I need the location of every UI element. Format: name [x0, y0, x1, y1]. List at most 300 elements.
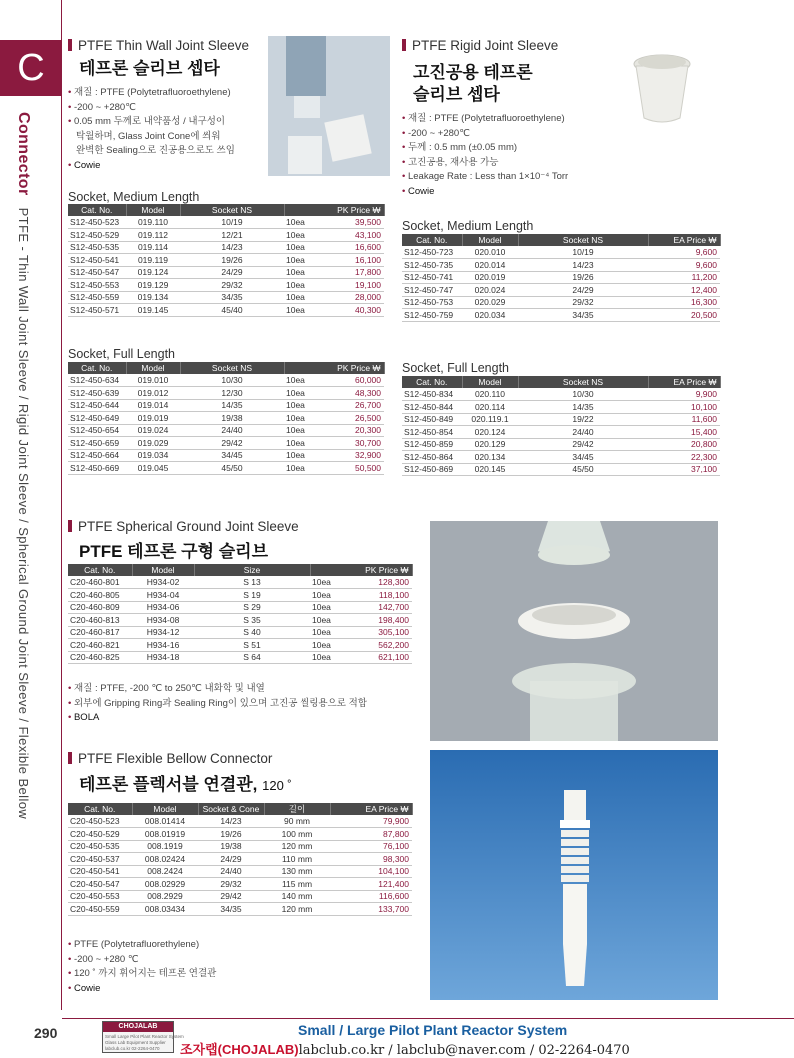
table-cell: 11,200: [648, 271, 720, 284]
table-cell: 008.03434: [132, 903, 198, 916]
table-row: [402, 413, 720, 426]
spec-item: • Leakage Rate : Less than 1×10⁻⁴ Torr: [402, 170, 568, 185]
table-cell: S12-450-523: [68, 216, 126, 229]
table-cell: 116,600: [330, 890, 412, 903]
table-cell: 10ea: [284, 424, 316, 437]
table-cell: 24/40: [518, 426, 648, 439]
table-cell: 24/29: [198, 853, 264, 866]
table-cell: 10ea: [310, 601, 340, 614]
table-cell: S12-450-649: [68, 412, 126, 425]
table-row: [402, 271, 720, 284]
spherical-photo: [430, 521, 718, 741]
table-cell: 9,900: [648, 388, 720, 401]
table-cell: S12-450-541: [68, 254, 126, 267]
table-cell: C20-450-553: [68, 890, 132, 903]
table-cell: 019.114: [126, 241, 180, 254]
spec-item: • 120 ˚ 까지 휘어지는 테프론 연결관: [68, 967, 216, 982]
table-header-row: [68, 564, 412, 576]
table-cell: S 35: [194, 614, 310, 627]
table-row: [68, 304, 384, 317]
table-cell: 020.145: [462, 463, 518, 476]
table-cell: 019.012: [126, 387, 180, 400]
bellow-table: [68, 803, 413, 916]
table-cell: 10ea: [310, 639, 340, 652]
rigid-sleeve-image: [600, 38, 720, 130]
table-cell: 50,500: [316, 462, 384, 475]
table-cell: S 29: [194, 601, 310, 614]
rigid-heading-ko-2: 슬리브 셉타: [413, 85, 500, 104]
table-cell: 10ea: [284, 291, 316, 304]
table-cell: 142,700: [340, 601, 412, 614]
table-cell: S 64: [194, 651, 310, 664]
table-cell: 10ea: [284, 449, 316, 462]
table-cell: 008.1919: [132, 840, 198, 853]
rigid-specs: [402, 112, 568, 199]
table-row: [68, 387, 384, 400]
table-cell: 10ea: [284, 279, 316, 292]
table-cell: H934-18: [132, 651, 194, 664]
table-row: [68, 815, 412, 828]
rigid-full-table: [402, 376, 721, 476]
table-cell: 10ea: [284, 216, 316, 229]
table-cell: H934-06: [132, 601, 194, 614]
table-cell: 14/23: [198, 815, 264, 828]
table-cell: 020.010: [462, 246, 518, 259]
table-cell: 26,500: [316, 412, 384, 425]
bellow-connector-image: [430, 750, 718, 1000]
table-row: [68, 279, 384, 292]
table-row: [402, 451, 720, 464]
table-cell: 10ea: [284, 412, 316, 425]
column-header: Model: [132, 803, 198, 815]
footer-contact: [180, 1039, 630, 1058]
table-cell: 020.019: [462, 271, 518, 284]
table-cell: S12-450-535: [68, 241, 126, 254]
table-cell: 10ea: [284, 241, 316, 254]
table-cell: 008.2424: [132, 865, 198, 878]
table-cell: S12-450-571: [68, 304, 126, 317]
column-header: Socket NS: [518, 234, 648, 246]
table-header-row: [402, 376, 720, 388]
maker-label: • Cowie: [68, 982, 216, 997]
table-cell: 98,300: [330, 853, 412, 866]
table-row: [68, 626, 412, 639]
footer-contact-text: labclub.co.kr / labclub@naver.com / 02-2264-0470: [298, 1043, 630, 1058]
column-header: Model: [462, 234, 518, 246]
column-header: Cat. No.: [402, 234, 462, 246]
spherical-heading-ko: PTFE 테프론 구형 슬리브: [79, 542, 268, 561]
spec-item: • -200 ~ +280℃: [68, 101, 235, 116]
table-cell: 020.129: [462, 438, 518, 451]
logo-fine-print: Glass Lab Equipment Supplier: [105, 1040, 166, 1045]
table-cell: C20-450-537: [68, 853, 132, 866]
table-row: [402, 426, 720, 439]
spec-item: • PTFE (Polytetrafluorethylene): [68, 938, 216, 953]
table-cell: 76,100: [330, 840, 412, 853]
table-cell: S 51: [194, 639, 310, 652]
column-header: Cat. No.: [68, 362, 126, 374]
column-header: Socket & Cone: [198, 803, 264, 815]
table-row: [68, 437, 384, 450]
table-cell: 305,100: [340, 626, 412, 639]
table-cell: 019.112: [126, 229, 180, 242]
table-cell: 48,300: [316, 387, 384, 400]
table-row: [68, 639, 412, 652]
table-cell: 87,800: [330, 828, 412, 841]
column-header: Size: [194, 564, 310, 576]
spec-item: 완벽한 Sealing으로 진공용으로도 쓰임: [76, 145, 235, 156]
table-cell: 19/38: [180, 412, 284, 425]
table-cell: 20,500: [648, 309, 720, 322]
table-cell: 020.124: [462, 426, 518, 439]
table-cell: S12-450-753: [402, 296, 462, 309]
table-cell: 34/45: [518, 451, 648, 464]
table-cell: C20-460-801: [68, 576, 132, 589]
spherical-table: [68, 564, 413, 664]
table-cell: 12,400: [648, 284, 720, 297]
table-cell: 26,700: [316, 399, 384, 412]
table-cell: 19,100: [316, 279, 384, 292]
thin-wall-specs: [68, 86, 235, 173]
table-row: [402, 296, 720, 309]
table-cell: 128,300: [340, 576, 412, 589]
table-row: [68, 266, 384, 279]
table-cell: C20-460-805: [68, 589, 132, 602]
table-cell: 10ea: [310, 576, 340, 589]
table-cell: 45/50: [180, 462, 284, 475]
table-cell: 19/38: [198, 840, 264, 853]
table-cell: 79,900: [330, 815, 412, 828]
column-header: PK Price ₩: [284, 204, 384, 216]
thin-wall-sleeve-image: [268, 36, 390, 176]
table-cell: S12-450-741: [402, 271, 462, 284]
table-cell: 020.014: [462, 259, 518, 272]
table-cell: C20-450-547: [68, 878, 132, 891]
spherical-heading: PTFE Spherical Ground Joint Sleeve: [68, 519, 299, 534]
table-cell: 110 mm: [264, 853, 330, 866]
table-cell: 29/42: [198, 890, 264, 903]
table-cell: 621,100: [340, 651, 412, 664]
company-logo: [102, 1021, 184, 1053]
table-cell: S12-450-559: [68, 291, 126, 304]
table-cell: 37,100: [648, 463, 720, 476]
table-cell: 10ea: [310, 651, 340, 664]
table-cell: 90 mm: [264, 815, 330, 828]
table-cell: 20,300: [316, 424, 384, 437]
table-cell: 115 mm: [264, 878, 330, 891]
page-number: 290: [34, 1025, 58, 1041]
bellow-photo: [430, 750, 718, 1000]
table-row: [68, 903, 412, 916]
table-cell: S12-450-659: [68, 437, 126, 450]
table-cell: 9,600: [648, 246, 720, 259]
thin-wall-heading-ko: 테프론 슬리브 셉타: [79, 59, 220, 78]
bellow-heading: PTFE Flexible Bellow Connector: [68, 751, 272, 766]
table-cell: 34/45: [180, 449, 284, 462]
table-cell: 15,400: [648, 426, 720, 439]
table-cell: S12-450-869: [402, 463, 462, 476]
table-cell: S 19: [194, 589, 310, 602]
table-row: [68, 614, 412, 627]
table-title: Socket, Medium Length: [68, 190, 200, 204]
table-cell: H934-02: [132, 576, 194, 589]
table-cell: 019.045: [126, 462, 180, 475]
table-row: [68, 890, 412, 903]
table-cell: C20-450-559: [68, 903, 132, 916]
table-cell: 10ea: [284, 374, 316, 387]
spec-item: • 두께 : 0.5 mm (±0.05 mm): [402, 141, 568, 156]
table-cell: S12-450-639: [68, 387, 126, 400]
table-cell: 19/26: [180, 254, 284, 267]
table-row: [68, 589, 412, 602]
table-cell: 120 mm: [264, 903, 330, 916]
table-cell: 11,600: [648, 413, 720, 426]
table-cell: 019.034: [126, 449, 180, 462]
table-cell: 22,300: [648, 451, 720, 464]
table-cell: C20-460-813: [68, 614, 132, 627]
logo-text: CHOJALAB: [103, 1022, 173, 1032]
thin-wall-heading: PTFE Thin Wall Joint Sleeve: [68, 38, 249, 53]
table-cell: 019.129: [126, 279, 180, 292]
table-row: [68, 651, 412, 664]
table-row: [68, 216, 384, 229]
table-row: [68, 254, 384, 267]
sidebar-divider: [61, 0, 62, 1010]
table-cell: 008.2929: [132, 890, 198, 903]
table-cell: S12-450-844: [402, 401, 462, 414]
maker-label: • Cowie: [402, 185, 568, 200]
table-cell: S12-450-834: [402, 388, 462, 401]
table-cell: 24/40: [198, 865, 264, 878]
footer-divider: [62, 1018, 794, 1019]
table-row: [68, 241, 384, 254]
section-letter: C: [0, 40, 62, 96]
table-cell: 019.119: [126, 254, 180, 267]
rigid-photo: [600, 38, 720, 130]
table-cell: S12-450-854: [402, 426, 462, 439]
table-cell: 10ea: [310, 614, 340, 627]
table-cell: S 13: [194, 576, 310, 589]
table-cell: H934-04: [132, 589, 194, 602]
maker-label: • Cowie: [68, 159, 235, 174]
table-cell: 28,000: [316, 291, 384, 304]
table-cell: 562,200: [340, 639, 412, 652]
table-cell: 39,500: [316, 216, 384, 229]
table-header-row: [68, 362, 384, 374]
table-cell: 29/32: [198, 878, 264, 891]
table-cell: S12-450-723: [402, 246, 462, 259]
column-header: PK Price ₩: [284, 362, 384, 374]
table-row: [68, 853, 412, 866]
table-cell: 10ea: [284, 266, 316, 279]
table-cell: 019.010: [126, 374, 180, 387]
table-cell: 16,100: [316, 254, 384, 267]
column-header: Model: [126, 204, 180, 216]
table-cell: 24/29: [518, 284, 648, 297]
column-header: Cat. No.: [68, 204, 126, 216]
table-cell: 12/30: [180, 387, 284, 400]
table-title: Socket, Medium Length: [402, 219, 534, 233]
table-cell: 008.01414: [132, 815, 198, 828]
logo-fine-print: labclub.co.kr 02-2264-0470: [105, 1046, 160, 1051]
table-row: [68, 399, 384, 412]
spec-item: 탁월하며, Glass Joint Cone에 씌워: [76, 130, 221, 142]
table-cell: 10ea: [284, 304, 316, 317]
table-cell: 29/32: [518, 296, 648, 309]
table-cell: S 40: [194, 626, 310, 639]
table-cell: 020.119.1: [462, 413, 518, 426]
table-cell: 32,900: [316, 449, 384, 462]
table-cell: 16,300: [648, 296, 720, 309]
table-row: [402, 309, 720, 322]
table-cell: 133,700: [330, 903, 412, 916]
table-cell: C20-450-529: [68, 828, 132, 841]
table-title: Socket, Full Length: [402, 361, 510, 375]
table-cell: S12-450-634: [68, 374, 126, 387]
logo-fine-print: Small Large Pilot Plant Reactor System: [105, 1034, 184, 1039]
column-header: PK Price ₩: [310, 564, 412, 576]
table-cell: 10/19: [518, 246, 648, 259]
table-cell: 14/23: [518, 259, 648, 272]
column-header: Socket NS: [518, 376, 648, 388]
table-cell: 20,800: [648, 438, 720, 451]
column-header: Model: [126, 362, 180, 374]
table-cell: 10/19: [180, 216, 284, 229]
table-row: [68, 576, 412, 589]
bellow-heading-ko: [79, 770, 292, 795]
sidebar-vertical-label: [14, 112, 54, 892]
footer-title: Small / Large Pilot Plant Reactor System: [298, 1022, 568, 1038]
table-cell: 020.034: [462, 309, 518, 322]
thin-wall-full-table: [68, 362, 385, 475]
table-cell: S12-450-547: [68, 266, 126, 279]
spherical-specs: [68, 682, 367, 726]
table-cell: 29/42: [180, 437, 284, 450]
table-cell: S12-450-654: [68, 424, 126, 437]
table-cell: 30,700: [316, 437, 384, 450]
table-header-row: [68, 803, 412, 815]
table-cell: 019.024: [126, 424, 180, 437]
table-cell: S12-450-747: [402, 284, 462, 297]
table-cell: 020.114: [462, 401, 518, 414]
table-row: [68, 412, 384, 425]
footer-brand: 조자랩(CHOJALAB): [180, 1042, 299, 1057]
table-cell: H934-08: [132, 614, 194, 627]
table-cell: S12-450-859: [402, 438, 462, 451]
table-cell: 104,100: [330, 865, 412, 878]
column-header: Cat. No.: [402, 376, 462, 388]
spec-item: • -200 ~ +280℃: [402, 127, 568, 142]
maker-label: • BOLA: [68, 711, 367, 726]
table-cell: 29/32: [180, 279, 284, 292]
table-cell: 34/35: [518, 309, 648, 322]
table-row: [402, 259, 720, 272]
table-cell: 120 mm: [264, 840, 330, 853]
sidebar-subtitle: PTFE - Thin Wall Joint Sleeve / Rigid Joint Sleeve / Spherical Ground Joint Sleeve / Flexible Bellow: [16, 207, 31, 820]
table-row: [402, 246, 720, 259]
table-cell: C20-460-825: [68, 651, 132, 664]
table-row: [402, 438, 720, 451]
table-cell: 14/35: [180, 399, 284, 412]
bellow-heading-angle: 120 ˚: [262, 778, 292, 793]
table-cell: 19/26: [518, 271, 648, 284]
rigid-medium-table: [402, 234, 721, 322]
table-cell: 10ea: [310, 589, 340, 602]
rigid-heading: PTFE Rigid Joint Sleeve: [402, 38, 558, 53]
column-header: EA Price ₩: [648, 234, 720, 246]
table-row: [68, 865, 412, 878]
rigid-heading-ko-1: 고진공용 테프론: [413, 63, 533, 82]
table-cell: 10ea: [284, 387, 316, 400]
table-cell: 019.134: [126, 291, 180, 304]
table-row: [402, 388, 720, 401]
table-cell: 10ea: [284, 399, 316, 412]
table-row: [68, 449, 384, 462]
spec-item: • 고진공용, 재사용 가능: [402, 156, 568, 171]
column-header: 길이: [264, 803, 330, 815]
table-cell: S12-450-864: [402, 451, 462, 464]
table-cell: 019.014: [126, 399, 180, 412]
table-cell: C20-450-523: [68, 815, 132, 828]
table-cell: 14/35: [518, 401, 648, 414]
spherical-sleeve-image: [430, 521, 718, 741]
table-cell: 24/29: [180, 266, 284, 279]
table-cell: 020.029: [462, 296, 518, 309]
table-cell: C20-460-809: [68, 601, 132, 614]
table-cell: 008.02424: [132, 853, 198, 866]
table-cell: 45/40: [180, 304, 284, 317]
table-cell: 10/30: [518, 388, 648, 401]
table-cell: H934-12: [132, 626, 194, 639]
table-cell: 020.110: [462, 388, 518, 401]
table-row: [68, 601, 412, 614]
column-header: Model: [462, 376, 518, 388]
table-cell: 45/50: [518, 463, 648, 476]
table-cell: 019.029: [126, 437, 180, 450]
table-cell: 34/35: [198, 903, 264, 916]
table-cell: 29/42: [518, 438, 648, 451]
table-row: [402, 284, 720, 297]
table-cell: 118,100: [340, 589, 412, 602]
table-cell: S12-450-644: [68, 399, 126, 412]
table-header-row: [68, 204, 384, 216]
table-cell: 019.110: [126, 216, 180, 229]
table-cell: 19/22: [518, 413, 648, 426]
table-cell: 121,400: [330, 878, 412, 891]
spec-item: • -200 ~ +280 ℃: [68, 953, 216, 968]
table-row: [68, 291, 384, 304]
table-cell: 019.124: [126, 266, 180, 279]
table-cell: 14/23: [180, 241, 284, 254]
table-cell: S12-450-735: [402, 259, 462, 272]
spec-item: • 0.05 mm 두께로 내약품성 / 내구성이: [68, 115, 235, 130]
table-cell: 10ea: [310, 626, 340, 639]
table-cell: 60,000: [316, 374, 384, 387]
table-row: [68, 878, 412, 891]
column-header: EA Price ₩: [648, 376, 720, 388]
table-cell: S12-450-759: [402, 309, 462, 322]
table-row: [402, 401, 720, 414]
table-cell: 9,600: [648, 259, 720, 272]
column-header: EA Price ₩: [330, 803, 412, 815]
table-cell: 008.01919: [132, 828, 198, 841]
thin-wall-photo: [268, 36, 390, 176]
table-cell: C20-450-541: [68, 865, 132, 878]
table-cell: 24/40: [180, 424, 284, 437]
table-cell: C20-460-821: [68, 639, 132, 652]
table-cell: 40,300: [316, 304, 384, 317]
table-cell: S12-450-664: [68, 449, 126, 462]
